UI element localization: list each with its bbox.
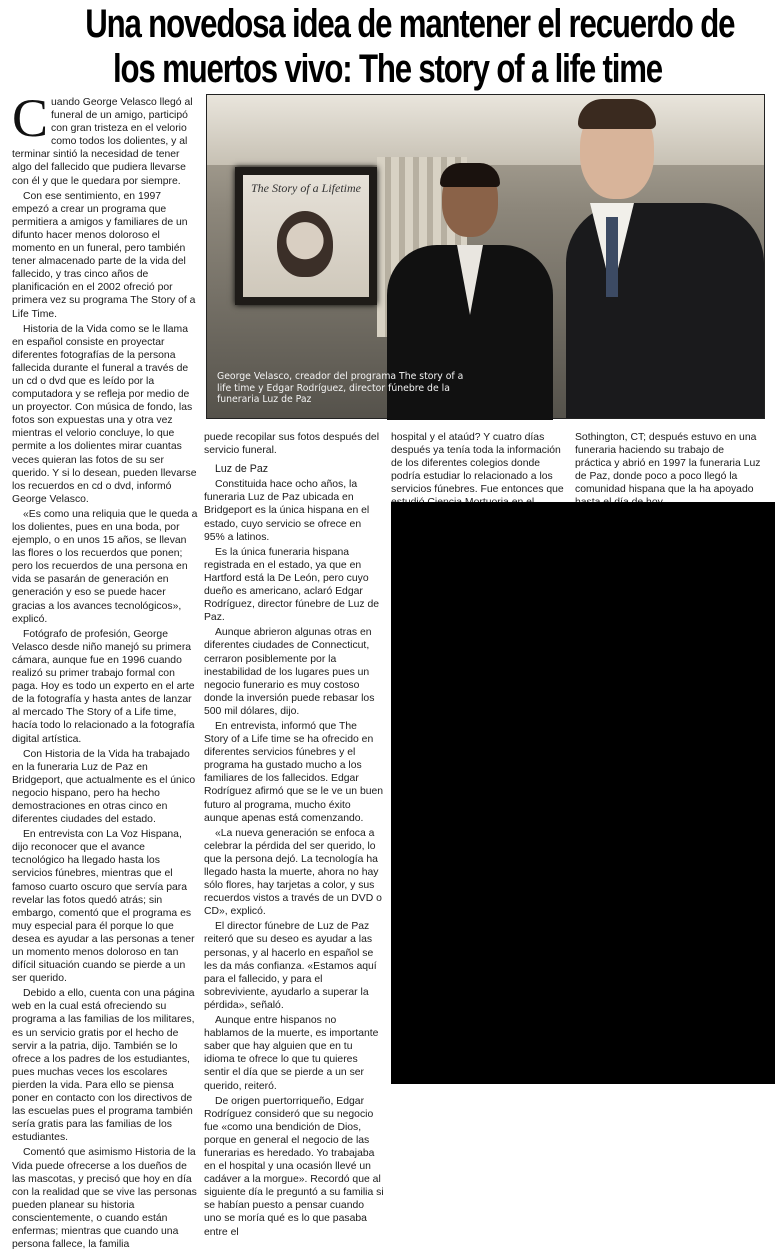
article-column-3 [391,431,567,501]
drop-cap: C [12,88,49,148]
paragraph: puede recopilar sus fotos después del servicio funeral. [204,432,380,457]
paragraph: uando George Velasco llegó al funeral de un amigo, participó con gran tristeza en el velorio como todos los dolientes, y al terminar sintió la necesidad de tener algo del fallecido que pudiera llevarse con él y que le quedara por siempre. [12,97,193,187]
projection-screen [235,167,377,305]
paragraph: Constituida hace ocho años, la funeraria Luz de Paz ubicada en Bridgeport es la única hispana en el estado, cuyo servicio se ofrece en 95% a latinos. [204,479,370,543]
person-right [562,95,764,418]
paragraph: Sothington, CT; después estuvo en una funeraria haciendo su trabajo de práctica y abrió en 1997 la funeraria Luz de Paz, donde poco a poco llegó la comunidad hispana que la ha apoyado [575,432,761,496]
person-right-hair [578,99,656,129]
paragraph: En entrevista, informó que The Story of a Life time se ha ofrecido en diferentes servicios fúnebres y el programa ha gustado mucho a los familiares de los fallecidos. Edgar Rodríguez afirmó que se le ve un buen futuro al programa, mucho éxito aunque apenas está comenzando. [204,720,384,824]
paragraph: «Es como una reliquia que le queda a los dolientes, pues en una boda, por ejemplo, o en unos 15 años, se llevan las flores o los recuerdos que ponen; pero los recuerdos de una persona en vida se pasarán de generación en generación y eso se puede hacer gracias a los avances tecnológicos», explicó. [12,508,198,625]
paragraph: El director fúnebre de Luz de Paz reiteró que su deseo es ayudar a las personas, y al hacerlo en español se les da más confianza. «Estamos aquí para el fallecido, y para el sobreviviente, ayudarlo a superar la pérdida», señaló. [204,921,377,1011]
article-column-1 [12,88,198,1251]
person-right-suit [566,203,764,418]
person-left-hair [440,163,500,187]
paragraph: Fotógrafo de profesión, George Velasco desde niño manejó su primera cámara, aunque fue en 1996 cuando realizó su primer trabajo formal con paga. Hoy es todo un experto en el arte de la fotografía y hasta antes de lanzar al mercado The Story of a Life time, hacía todo lo relacionado a la fotografía digital artística. [12,628,195,745]
article-photo [206,94,765,419]
article-column-2 [204,431,384,1238]
paragraph: En entrevista con La Voz Hispana, dijo reconocer que el avance tecnológico ha llegado hasta los servicios fúnebres, mientras que el famoso cuarto oscuro que servía para revelar las fotos quedó atrás; sin embargo, comentó que el programa es muy especial para él porque lo que desea es ayudar a las personas a tener un momento menos doloroso en tan difícil situación cuando se pierde a un ser querido. [12,829,195,985]
screen-title: The Story of a Lifetime [251,181,361,195]
paragraph: Aunque abrieron algunas otras en diferentes ciudades de Connecticut, cerraron posiblemente por la inestabilidad de los lugares pues un negocio funerario es muy costoso donde la inversión puede rebasar los 500 mil dólares, dijo. [204,627,375,717]
photo-caption: George Velasco, creador del programa The story of a life time y Edgar Rodríguez, director fúnebre de la funeraria Luz de Paz [217,371,464,406]
paragraph: Con Historia de la Vida ha trabajado en la funeraria Luz de Paz en Bridgeport, que actualmente es el único negocio hispano, pero ha hecho demostraciones en otras cinco en diferentes ciudades del estado. [12,748,196,826]
person-right-tie [606,217,618,297]
portrait-image [277,211,333,277]
article-column-4 [575,431,763,501]
paragraph: «La nueva generación se enfoca a celebrar la pérdida del ser querido, lo que la persona dejó. La tecnología ha llegado hasta la muerte, ahora no hay sólo flores, hay tarjetas a color, y sus recuerdos vistos a través de un DVD o CD», explicó. [204,827,382,918]
blacked-out-area [391,502,775,1084]
paragraph: Es la única funeraria hispana registrada en el estado, ya que en Hartford está la De León, pero cuyo dueño es americano, aclaró Edgar Rodríguez, director fúnebre de Luz de Paz. [204,546,380,624]
paragraph: hospital y el ataúd? Y cuatro días después ya tenía toda la información de los diferentes colegios donde podría estudiar lo relacionado a los servicios fúnebres. Fue entonces que [391,432,564,496]
projection-screen-image [243,175,369,297]
paragraph: Historia de la Vida como se le llama en español consiste en proyectar diferentes fotografías de la persona fallecida durante el funeral a través de un cd o dvd que es leído por la computadora y se refleja por medio de un proyector. Con música de fondo, las fotos son expuestas una y otra vez mientras el velorio concluye, lo que permite a los dolientes mirar cuantas veces quieran las fotos de su ser querido. Y si lo desean, pueden llevarse los recuerdos en cd o dvd, informó George Velasco. [12,323,197,505]
headline-line-1: Una novedosa idea de mantener el recuerdo de [85,2,735,46]
paragraph: Con ese sentimiento, en 1997 empezó a crear un programa que permitiera a amigos y familiares de un difunto hacer menos doloroso el momento en un funeral, pero también tener almacenado parte de la vida del fallecido, y tras cinco años de planificación en el 2002 ofreció por primera vez su programa The Story of a Life Time. [12,190,196,320]
paragraph: Comentó que asimismo Historia de la Vida puede ofrecerse a los dueños de las mascotas, y precisó que hoy en día con la realidad que se vive las personas pueden planear su historia conscientemente, o cuando están enfermas; mientras que cuando una persona fallece, la familia [12,1147,197,1251]
paragraph: De origen puertorriqueño, Edgar Rodríguez consideró que su negocio fue «como una bendición de Dios, porque en general el negocio de las funerarias es heredado. Yo trabajaba en el hospital y una ocasión llevé un cadáver a la morgue». Recordó que al siguiente día le preguntó a su familia si se habían puesto a pensar cuando uno se moría qué es lo que pasaba entre el [204,1095,384,1238]
paragraph: Aunque entre hispanos no hablamos de la muerte, es importante saber que hay alguien que en tu idioma te ofrece lo que tu quieres sentir el día que se pierde a un ser querido, reiteró. [204,1015,379,1092]
subheading: Luz de Paz [215,463,269,476]
headline [85,2,735,92]
headline-line-2: los muertos vivo: The story of a life time [113,47,662,91]
paragraph: Debido a ello, cuenta con una página web en la cual está ofreciendo su programa a las familias de los militares, es un servicio gratis por el hecho de servir a la patria, dijo. También se lo ofrece a los padres de los estudiantes, pues muchas veces los escolares pierden la vida. Para ello se piensa poner en contacto con los directivos de las escuelas pues el programa también sería gratis para las familias de los estudiantes. [12,988,195,1144]
